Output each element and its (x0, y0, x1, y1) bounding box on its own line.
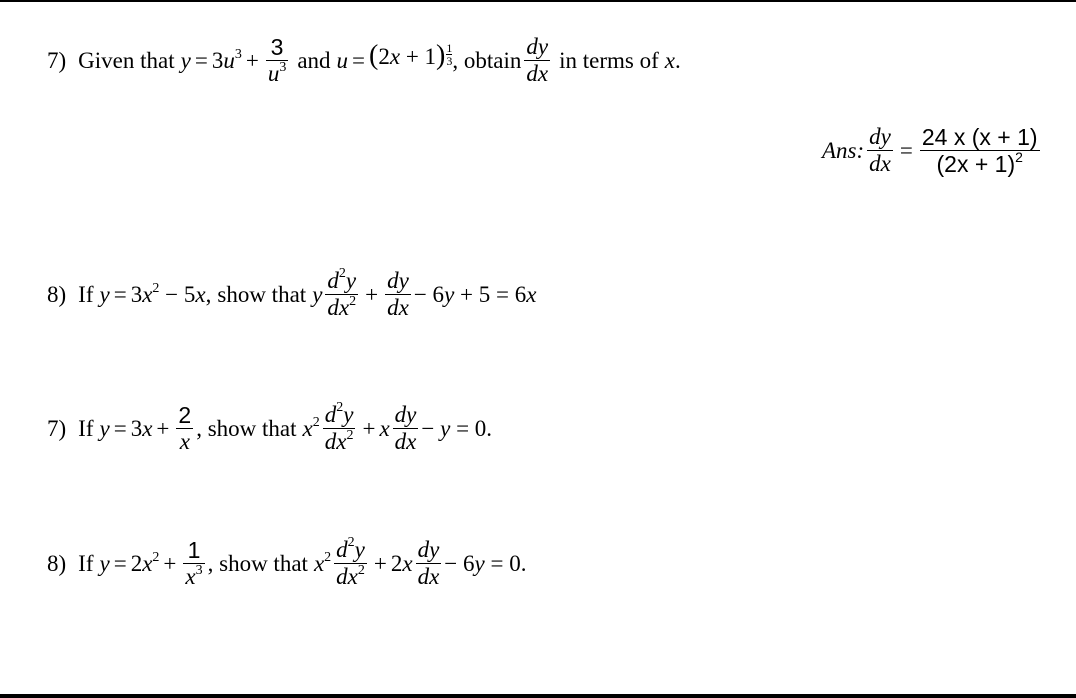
problem-lead-text: If (78, 416, 94, 442)
math-x: x (664, 48, 675, 74)
math-y: y (99, 282, 110, 308)
problem-number: 8) (47, 551, 67, 577)
fraction-dy-dx: $\frac{dy}{dx}$ (869, 124, 891, 177)
math-term-3u3: $3u^3$ (211, 46, 242, 74)
fraction-d2y-dx2: $\frac{d^2y}{dx^2}$ (324, 400, 354, 455)
fraction-dy-dx: $\frac{dy}{dx}$ (387, 268, 409, 321)
answer-label: Ans: (822, 138, 865, 164)
answer-fraction (920, 124, 1040, 178)
problem-tail-punct: . (674, 48, 681, 74)
math-u: u (336, 48, 349, 74)
problem-show-text: , show that (207, 551, 308, 577)
math-2x2: $2x^2$ (130, 549, 160, 577)
math-plus: + (163, 551, 177, 577)
math-plus: + (156, 416, 170, 442)
math-y: y (180, 48, 191, 74)
math-plus: + (362, 416, 376, 442)
problem-number: 7) (47, 48, 67, 74)
fraction-dy-dx: $\frac{dy}{dx}$ (394, 402, 417, 455)
math-y: y (99, 551, 110, 577)
math-3x: 3x (130, 416, 153, 442)
problem-lead-text: Given that (78, 48, 175, 74)
math-3x2-minus-5x: $3x^2 - 5x$ (130, 280, 206, 308)
problem-tail-text: in terms of (559, 48, 659, 74)
fraction-1-over-x3: $\frac{1}{x^3}$ (185, 537, 203, 590)
problem-mid-punct: , (205, 282, 212, 308)
math-y: y (312, 282, 323, 308)
fraction-3-over-u3: $\frac{3}{u^3}$ (267, 34, 287, 87)
math-equals: = (194, 48, 208, 74)
math-y: y (99, 416, 110, 442)
answer-line (822, 124, 1043, 178)
bottom-border (0, 694, 1076, 698)
math-x: x (379, 416, 390, 442)
answer-denominator-power: 2 (1015, 148, 1023, 165)
math-plus: + (245, 48, 259, 74)
top-border (0, 0, 1076, 2)
math-tail-7b: − y = 0. (421, 416, 493, 442)
problem-show-text: , show that (196, 416, 297, 442)
fraction-d2y-dx2: $\frac{d^2y}{dx^2}$ (336, 535, 365, 590)
problem-8-second (47, 537, 526, 591)
math-plus: + (365, 282, 379, 308)
problem-number: 7) (47, 416, 67, 442)
math-2x-plus-1-power: (2x + 1) $\frac{1}{3}$ (369, 39, 453, 71)
math-tail-8a: − 6y + 5 = 6x (413, 282, 537, 308)
answer-numerator: 24 x (x + 1) (921, 124, 1038, 150)
problem-number: 8) (47, 282, 67, 308)
fraction-dy-dx: $\frac{dy}{dx}$ (526, 34, 549, 87)
fraction-dy-dx: $\frac{dy}{dx}$ (417, 537, 440, 590)
math-x2: $x^2$ (313, 549, 332, 577)
problem-obtain-text: , obtain (452, 48, 522, 74)
problem-lead-text: If (78, 282, 94, 308)
problem-lead-text: If (78, 551, 94, 577)
problem-connector-text: and (297, 48, 331, 74)
problem-7-second (47, 402, 492, 456)
math-equals: = (113, 416, 127, 442)
problem-show-text: show that (217, 282, 307, 308)
math-plus: + (373, 551, 387, 577)
math-equals: = (899, 138, 913, 164)
fraction-d2y-dx2: $\frac{d^2y}{dx^2}$ (327, 266, 357, 321)
math-equals: = (113, 282, 127, 308)
answer-denominator: (2x + 1) (936, 151, 1016, 178)
math-equals: = (113, 551, 127, 577)
math-2x: 2x (390, 551, 413, 577)
math-tail-8b: − 6y = 0. (444, 551, 527, 577)
math-equals: = (352, 48, 366, 74)
problem-8-first (47, 268, 536, 322)
math-x2: $x^2$ (302, 414, 320, 442)
problem-7-given (47, 34, 681, 88)
fraction-2-over-x: $\frac{2}{x}$ (178, 402, 192, 455)
